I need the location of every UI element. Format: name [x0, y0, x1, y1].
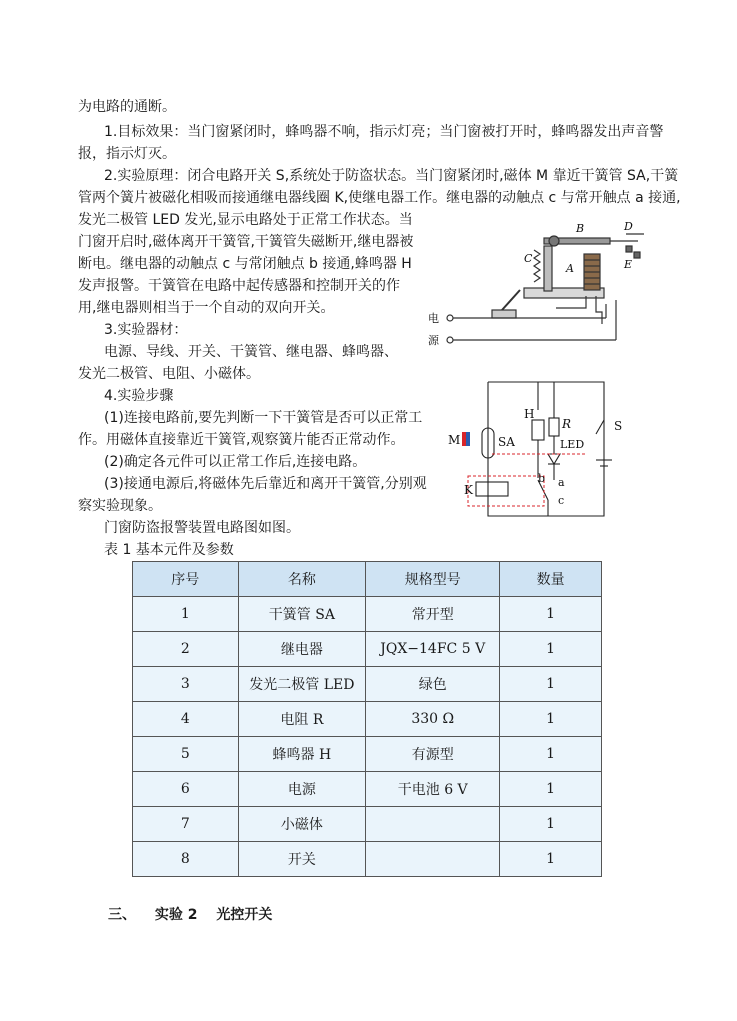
circuit-label-b: b: [538, 472, 546, 485]
table-cell: 1: [500, 842, 602, 877]
materials-title: 3.实验器材：: [104, 322, 188, 338]
buzzer-H: [532, 420, 544, 440]
table-header-row: [133, 562, 602, 597]
table-cell: [366, 807, 500, 842]
step3-line-1: (3)接通电源后,将磁体先后靠近和离开干簧管,分别观: [104, 476, 427, 492]
table-cell: 绿色: [366, 667, 500, 702]
table-row: [133, 632, 602, 667]
intro-line: 为电路的通断。: [78, 99, 176, 115]
table-cell: 7: [133, 807, 239, 842]
table-cell: 有源型: [366, 737, 500, 772]
relay-K-box: [476, 482, 508, 496]
table-header: 规格型号: [366, 562, 500, 597]
materials-line-1: 电源、导线、开关、干簧管、继电器、蜂鸣器、: [104, 344, 398, 360]
table-cell: 1: [133, 597, 239, 632]
circuit-label-S: S: [614, 419, 623, 433]
circuit-label-LED: LED: [560, 438, 585, 451]
table-row: [133, 667, 602, 702]
circuit-label-a: a: [558, 476, 565, 489]
label-power-1: 电: [428, 312, 439, 325]
label-A: A: [566, 262, 574, 275]
table-cell: 1: [500, 702, 602, 737]
magnet-blue: [466, 432, 470, 446]
circuit-label-R: R: [562, 417, 572, 431]
circuit-figure: [446, 376, 646, 524]
step1-line-2: 作。用磁体直接靠近干簧管,观察簧片能否正常动作。: [78, 432, 405, 448]
table-cell: 小磁体: [238, 807, 366, 842]
table-cell: 开关: [238, 842, 366, 877]
relay-frame: [544, 246, 552, 291]
table-cell: 330 Ω: [366, 702, 500, 737]
principle-line-7: 用,继电器则相当于一个自动的双向开关。: [78, 300, 335, 316]
step1-line-1: (1)连接电路前,要先判断一下干簧管是否可以正常工: [104, 410, 423, 426]
table-cell: 8: [133, 842, 239, 877]
table-cell: 2: [133, 632, 239, 667]
table-caption: 表 1 基本元件及参数: [104, 542, 234, 558]
circuit-label-K: K: [464, 483, 473, 497]
table-cell: 3: [133, 667, 239, 702]
circuit-label-c: c: [558, 494, 565, 507]
table-cell: 电源: [238, 772, 366, 807]
table-row: [133, 842, 602, 877]
principle-line-1: 2.实验原理：闭合电路开关 S,系统处于防盗状态。当门窗紧闭时,磁体 M 靠近干簧管 SA,干簧: [104, 168, 679, 184]
table-cell: 1: [500, 632, 602, 667]
label-B: B: [576, 222, 585, 235]
section-experiment: 实验 2: [154, 907, 198, 923]
circuit-label-H: H: [524, 407, 535, 421]
label-D: D: [624, 220, 633, 233]
table-cell: 5: [133, 737, 239, 772]
table-header: 名称: [238, 562, 366, 597]
table-row: [133, 597, 602, 632]
principle-line-2: 管两个簧片被磁化相吸而接通继电器线圈 K,使继电器工作。继电器的动触点 c 与常开触点 a 接通,: [78, 190, 681, 206]
table-cell: [366, 842, 500, 877]
goal-line-1: 1.目标效果：当门窗紧闭时，蜂鸣器不响，指示灯亮；当门窗被打开时，蜂鸣器发出声音警: [104, 124, 664, 140]
table-cell: 1: [500, 667, 602, 702]
switch-base: [492, 310, 516, 318]
step2-line: (2)确定各元件可以正常工作后,连接电路。: [104, 454, 367, 470]
steps-title: 4.实验步骤: [104, 388, 174, 404]
principle-line-5: 断电。继电器的动触点 c 与常闭触点 b 接通,蜂鸣器 H: [78, 256, 412, 272]
resistor-R: [549, 418, 559, 436]
relay-dash-box: [468, 476, 544, 506]
label-E: E: [624, 258, 633, 271]
table-cell: 干电池 6 V: [366, 772, 500, 807]
table-cell: 蜂鸣器 H: [238, 737, 366, 772]
magnet-red: [462, 432, 466, 446]
step3-line-2: 察实验现象。: [78, 498, 162, 514]
table-cell: 1: [500, 807, 602, 842]
table-cell: 1: [500, 772, 602, 807]
relay-spring: [534, 250, 540, 282]
table-cell: 4: [133, 702, 239, 737]
table-cell: 1: [500, 737, 602, 772]
table-row: [133, 772, 602, 807]
label-C: C: [524, 252, 533, 265]
principle-line-6: 发声报警。干簧管在电路中起传感器和控制开关的作: [78, 278, 400, 294]
led-symbol: [548, 454, 560, 464]
table-cell: 电阻 R: [238, 702, 366, 737]
table-row: [133, 807, 602, 842]
table-cell: 常开型: [366, 597, 500, 632]
table-header: 数量: [500, 562, 602, 597]
principle-line-3: 发光二极管 LED 发光,显示电路处于正常工作状态。当: [78, 212, 413, 228]
section-number: 三、: [108, 907, 136, 923]
table-header: 序号: [133, 562, 239, 597]
circuit-label-M: M: [448, 433, 461, 447]
circuit-label-SA: SA: [498, 435, 515, 449]
goal-line-2: 报，指示灯灭。: [78, 146, 176, 162]
section-title: 光控开关: [216, 907, 273, 923]
principle-line-4: 门窗开启时,磁体离开干簧管,干簧管失磁断开,继电器被: [78, 234, 414, 250]
section-heading: [108, 904, 286, 924]
table-cell: JQX−14FC 5 V: [366, 632, 500, 667]
table-cell: 干簧管 SA: [238, 597, 366, 632]
label-power-2: 源: [428, 334, 439, 347]
materials-line-2: 发光二极管、电阻、小磁体。: [78, 366, 260, 382]
table-row: [133, 702, 602, 737]
table-cell: 继电器: [238, 632, 366, 667]
circuit-note: 门窗防盗报警装置电路图如图。: [104, 520, 300, 536]
table-cell: 6: [133, 772, 239, 807]
parts-table: [132, 561, 602, 877]
table-row: [133, 737, 602, 772]
table-cell: 1: [500, 597, 602, 632]
table-cell: 发光二极管 LED: [238, 667, 366, 702]
relay-figure: [426, 216, 656, 348]
